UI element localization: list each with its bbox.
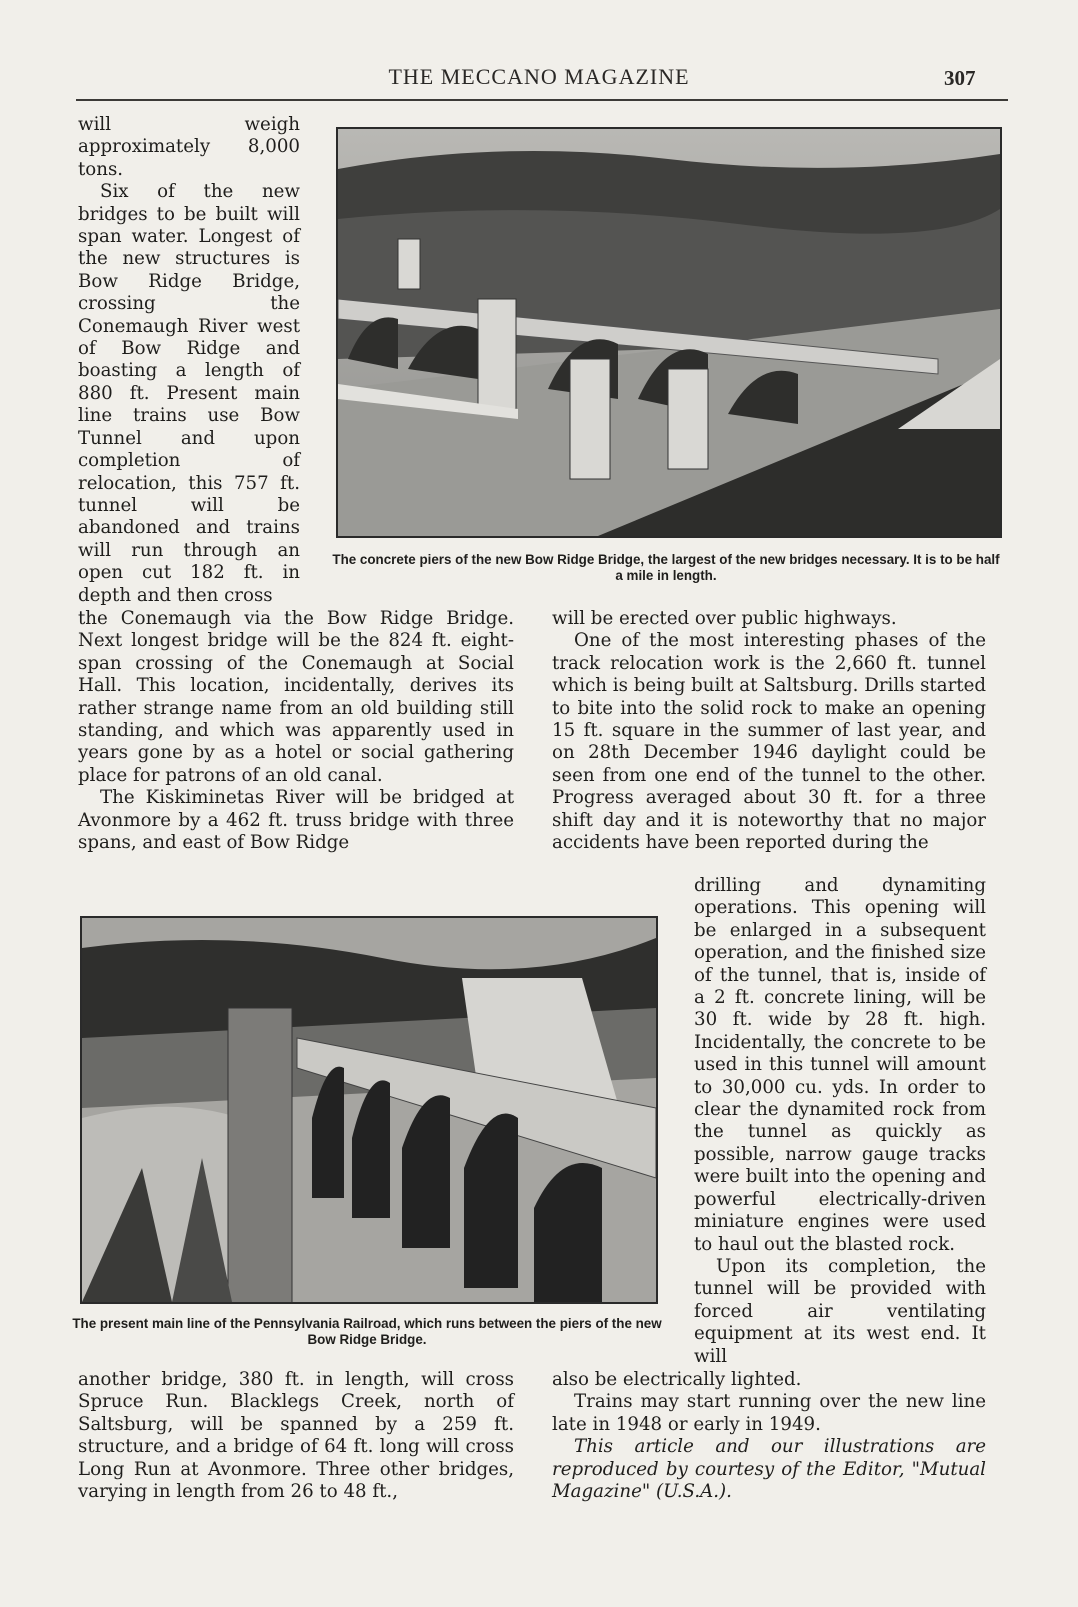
paragraph-dynamiting: drilling and dynamiting operations. This opening will be enlarged in a subsequent operation, and the finished size of the tunnel, that is, inside of a 2 ft. concrete lining, will be 30 ft. wide by 28 ft. high. Incidentally, the concrete to be used in this tunnel will amount to 30,000 cu. yds. In order to clear the dynamited rock from the tunnel as quickly as possible, narrow gauge tracks were built into the opening and powerful electrically-driven miniature engines were used to haul out the blasted rock. [694, 875, 986, 1255]
header-rule [76, 99, 1008, 101]
paragraph-lighting: also be electrically lighted. [552, 1369, 802, 1390]
paragraph-schedule: Trains may start running over the new line late in 1948 or early in 1949. [552, 1391, 986, 1435]
left-column-middle [78, 608, 514, 854]
paragraph-bow-ridge: Six of the new bridges to be built will span water. Longest of the new structures is Bow Ridge Bridge, crossing the Conemaugh River west of Bow Ridge and boasting a length of 880 ft. Present main line trains use Bow Tunnel and upon completion of relocation, this 757 ft. tunnel will be abandoned and trains will run through an open cut 182 ft. in depth and then cross [78, 181, 300, 606]
magazine-title: THE MECCANO MAGAZINE [388, 64, 690, 89]
left-column-bottom [78, 1369, 514, 1503]
paragraph-kiskiminetas: The Kiskiminetas River will be bridged at Avonmore by a 462 ft. truss bridge with three spans, and east of Bow Ridge [78, 787, 514, 854]
paragraph-highways: will be erected over public highways. [552, 608, 897, 629]
bottom-photo-caption: The present main line of the Pennsylvania Railroad, which runs between the piers of the new Bow Ridge Bridge. [72, 1316, 662, 1347]
paragraph-other-bridges: another bridge, 380 ft. in length, will cross Spruce Run. Blacklegs Creek, north of Saltsburg, will be spanned by a 259 ft. structure, and a bridge of 64 ft. long will cross Long Run at Avonmore. Three other bridges, varying in length from 26 to 48 ft., [78, 1369, 514, 1503]
top-photo-caption: The concrete piers of the new Bow Ridge Bridge, the largest of the new bridges necessary. It is to be half a mile in length. [332, 552, 1000, 583]
paragraph-conemaugh: the Conemaugh via the Bow Ridge Bridge. Next longest bridge will be the 824 ft. eight-span crossing of the Conemaugh at Social Hall. This location, incidentally, derives its rather strange name from an old building still standing, and which was apparently used in years gone by as a hotel or social gathering place for patrons of an old canal. [78, 608, 514, 786]
right-column-middle [552, 608, 986, 854]
article-credit: This article and our illustrations are reproduced by courtesy of the Editor, "Mutual Magazine" (U.S.A.). [552, 1436, 986, 1503]
bow-ridge-piers-image [338, 129, 1000, 536]
right-column-bottom [552, 1369, 986, 1503]
intro-narrow-column [78, 114, 300, 607]
paragraph-weight: will weigh approximately 8,000 tons. [78, 114, 300, 180]
pennsylvania-railroad-photo [80, 916, 658, 1304]
paragraph-tunnel: One of the most interesting phases of the track relocation work is the 2,660 ft. tunnel which is being built at Saltsburg. Drills started to bite into the solid rock to make an opening 15 ft. square in the summer of last year, and on 28th December 1946 daylight could be seen from one end of the tunnel to the other. Progress averaged about 30 ft. for a three shift day and it is noteworthy that no major accidents have been reported during the [552, 630, 986, 854]
tunnel-narrow-column [694, 875, 986, 1368]
page-number: 307 [944, 66, 976, 90]
railroad-piers-image [82, 918, 656, 1302]
bow-ridge-piers-photo [336, 127, 1002, 538]
paragraph-ventilation: Upon its completion, the tunnel will be provided with forced air ventilating equipment at its west end. It will [694, 1255, 986, 1367]
